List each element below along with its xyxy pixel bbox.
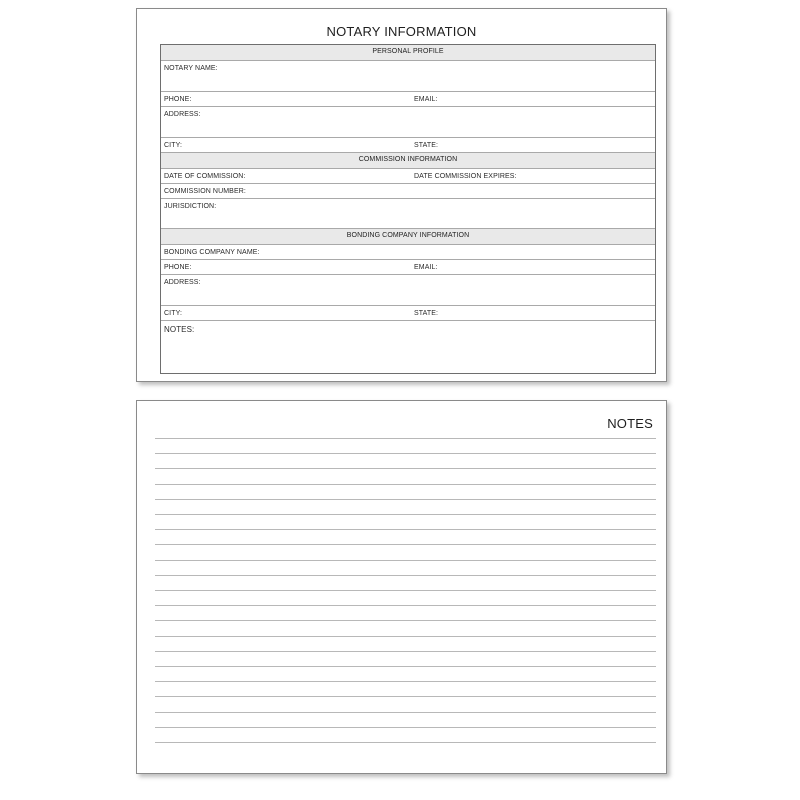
- notary-information-card: [136, 8, 667, 382]
- ruled-line: [155, 742, 656, 743]
- email-label: EMAIL:: [414, 96, 438, 103]
- bond-city-label: CITY:: [164, 310, 183, 317]
- bond-address-row[interactable]: [161, 275, 655, 306]
- ruled-line: [155, 651, 656, 652]
- ruled-line: [155, 438, 656, 439]
- ruled-line: [155, 560, 656, 561]
- date-commission-expires-label: DATE COMMISSION EXPIRES:: [414, 173, 517, 180]
- ruled-line: [155, 484, 656, 485]
- bonding-company-name-row[interactable]: [161, 245, 655, 260]
- state-label: STATE:: [414, 142, 439, 149]
- ruled-line: [155, 712, 656, 713]
- ruled-line: [155, 529, 656, 530]
- bond-address-label: ADDRESS:: [164, 279, 201, 286]
- section-header-commission-information: COMMISSION INFORMATION: [161, 153, 655, 169]
- notes-card: [136, 400, 667, 774]
- ruled-line: [155, 666, 656, 667]
- phone-label: PHONE:: [164, 96, 192, 103]
- notary-information-title: NOTARY INFORMATION: [326, 24, 477, 39]
- notes-ruled-lines[interactable]: [155, 401, 656, 773]
- bond-state-label: STATE:: [414, 310, 439, 317]
- ruled-line: [155, 636, 656, 637]
- section-header-bonding-company-information: BONDING COMPANY INFORMATION: [161, 229, 655, 245]
- commission-dates-row[interactable]: [161, 169, 655, 184]
- jurisdiction-label: JURISDICTION:: [164, 203, 217, 210]
- commission-number-row[interactable]: [161, 184, 655, 199]
- ruled-line: [155, 590, 656, 591]
- phone-email-row[interactable]: [161, 92, 655, 107]
- notes-row[interactable]: [161, 321, 655, 373]
- ruled-line: [155, 499, 656, 500]
- date-of-commission-label: DATE OF COMMISSION:: [164, 173, 246, 180]
- ruled-line: [155, 696, 656, 697]
- ruled-line: [155, 575, 656, 576]
- ruled-line: [155, 620, 656, 621]
- jurisdiction-row[interactable]: [161, 199, 655, 229]
- city-label: CITY:: [164, 142, 183, 149]
- bonding-company-name-label: BONDING COMPANY NAME:: [164, 249, 260, 256]
- section-header-personal-profile: PERSONAL PROFILE: [161, 45, 655, 61]
- bond-phone-email-row[interactable]: [161, 260, 655, 275]
- ruled-line: [155, 453, 656, 454]
- bond-phone-label: PHONE:: [164, 264, 192, 271]
- notary-name-row[interactable]: [161, 61, 655, 92]
- address-label: ADDRESS:: [164, 111, 201, 118]
- commission-number-label: COMMISSION NUMBER:: [164, 188, 246, 195]
- notes-title: NOTES: [607, 416, 653, 431]
- ruled-line: [155, 605, 656, 606]
- notary-form: [160, 44, 656, 374]
- ruled-line: [155, 681, 656, 682]
- notes-label: NOTES:: [164, 325, 195, 334]
- city-state-row[interactable]: [161, 138, 655, 153]
- ruled-line: [155, 544, 656, 545]
- address-row[interactable]: [161, 107, 655, 138]
- ruled-line: [155, 514, 656, 515]
- bond-city-state-row[interactable]: [161, 306, 655, 321]
- bond-email-label: EMAIL:: [414, 264, 438, 271]
- ruled-line: [155, 468, 656, 469]
- notary-name-label: NOTARY NAME:: [164, 65, 218, 72]
- ruled-line: [155, 727, 656, 728]
